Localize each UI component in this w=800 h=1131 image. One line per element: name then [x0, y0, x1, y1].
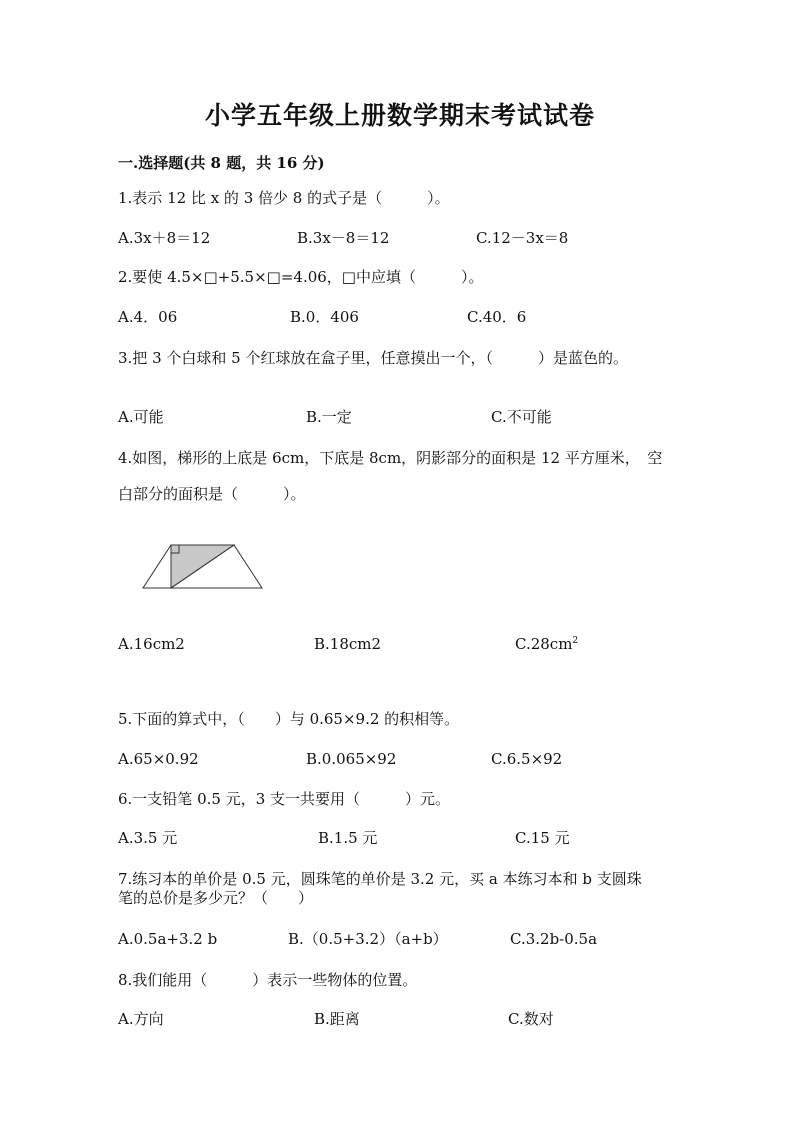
- question-5: 5.下面的算式中，（ ）与 0.65×9.2 的积相等。: [118, 710, 460, 728]
- q2-option-a: A.4．06: [118, 308, 178, 326]
- question-7-line-1: 7.练习本的单价是 0.5 元，圆珠笔的单价是 3.2 元，买 a 本练习本和 b 支圆珠: [118, 870, 642, 888]
- q8-option-b: B.距离: [314, 1010, 360, 1028]
- q1-option-c: C.12－3x＝8: [476, 229, 569, 247]
- q7-option-c: C.3.2b-0.5a: [510, 930, 598, 948]
- question-7-line-2: 笔的总价是多少元？（ ）: [118, 889, 314, 907]
- q4-option-b: B.18cm2: [314, 635, 382, 653]
- exam-title: 小学五年级上册数学期末考试试卷: [204, 101, 595, 130]
- question-4-line-1: 4.如图，梯形的上底是 6cm，下底是 8cm，阴影部分的面积是 12 平方厘米， 空: [118, 449, 663, 467]
- q6-option-a: A.3.5 元: [118, 829, 178, 847]
- q3-option-a: A.可能: [118, 408, 164, 426]
- q7-option-a: A.0.5a+3.2 b: [118, 930, 218, 948]
- q4-option-c: [515, 634, 578, 654]
- q1-option-b: B.3x－8＝12: [297, 229, 390, 247]
- question-4-line-2: 白部分的面积是（ ）。: [118, 485, 306, 503]
- q8-option-c: C.数对: [508, 1010, 554, 1028]
- question-8: 8.我们能用（ ）表示一些物体的位置。: [118, 971, 418, 989]
- q6-option-c: C.15 元: [515, 829, 570, 847]
- q2-option-c: C.40．6: [467, 308, 527, 326]
- q1-option-a: A.3x＋8＝12: [118, 229, 211, 247]
- q2-option-b: B.0．406: [290, 308, 359, 326]
- q3-option-c: C.不可能: [491, 408, 552, 426]
- q5-option-a: A.65×0.92: [118, 750, 199, 768]
- q4-option-c-text: C.28cm: [515, 635, 573, 653]
- section-heading: 一.选择题(共 8 题，共 16 分): [118, 154, 325, 172]
- question-6: 6.一支铅笔 0.5 元，3 支一共要用（ ）元。: [118, 790, 451, 808]
- question-1: 1.表示 12 比 x 的 3 倍少 8 的式子是（ ）。: [118, 189, 450, 207]
- q6-option-b: B.1.5 元: [318, 829, 378, 847]
- q5-option-b: B.0.065×92: [306, 750, 397, 768]
- q4-option-c-superscript: 2: [572, 636, 579, 646]
- question-2: 2.要使 4.5×□+5.5×□=4.06，□中应填（ ）。: [118, 268, 484, 286]
- q5-option-c: C.6.5×92: [491, 750, 563, 768]
- q4-option-a: A.16cm2: [118, 635, 185, 653]
- q7-option-b: B.（0.5+3.2）（a+b）: [288, 930, 448, 948]
- trapezoid-figure: [138, 542, 266, 592]
- question-3: 3.把 3 个白球和 5 个红球放在盒子里，任意摸出一个，（ ）是蓝色的。: [118, 349, 628, 367]
- q3-option-b: B.一定: [306, 408, 352, 426]
- q8-option-a: A.方向: [118, 1010, 164, 1028]
